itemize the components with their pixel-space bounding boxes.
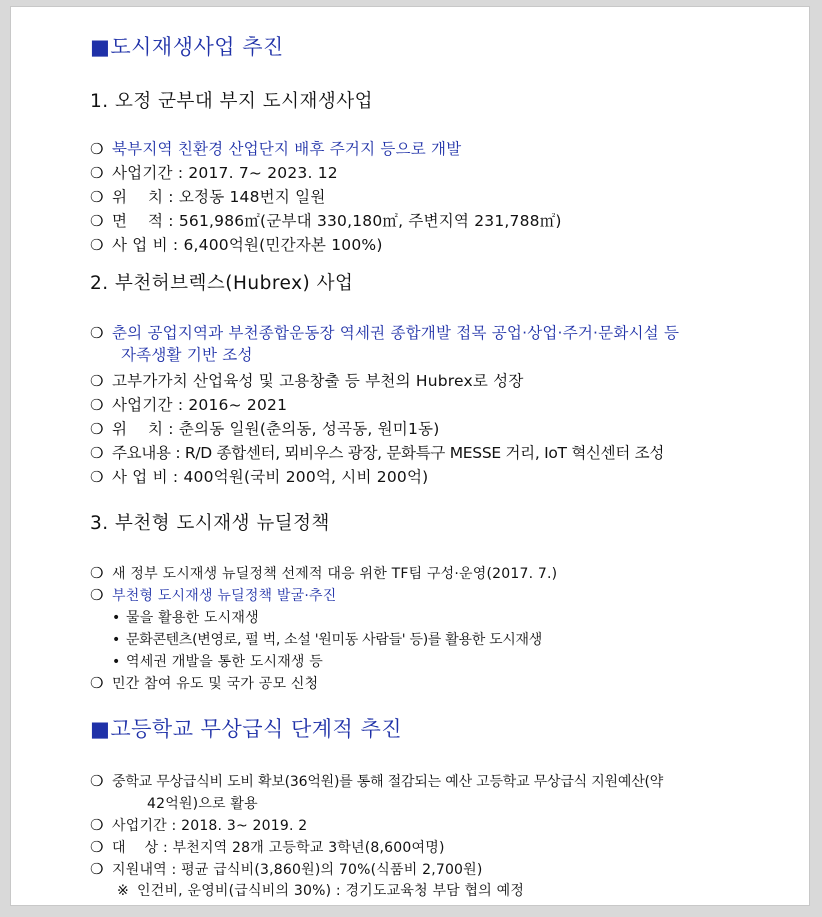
list-item: ❍ 대 상 : 부천지역 28개 고등학교 3학년(8,600여명) [90,838,445,856]
list-item: ❍ 중학교 무상급식비 도비 확보(36억원)를 통해 절감되는 예산 고등학교 무상급식 지원예산(약 [90,772,664,790]
list-item: ❍ 사업기간 : 2016~ 2021 [90,396,288,414]
sub-list-item: • 물을 활용한 도시재생 [112,610,259,626]
reference-mark-icon: ※ [117,883,129,899]
heading-ojeong-project: 1. 오정 군부대 부지 도시재생사업 [90,91,373,112]
circle-bullet-icon: ❍ [90,372,104,390]
circle-bullet-icon: ❍ [90,468,104,486]
list-item: ❍ 위 치 : 춘의동 일원(춘의동, 성곡동, 원미1동) [90,420,440,438]
circle-bullet-icon: ❍ [90,212,104,230]
circle-bullet-icon: ❍ [90,444,104,462]
circle-bullet-icon: ❍ [90,140,104,158]
sub-list-item: • 문화콘텐츠(변영로, 펄 벅, 소설 '원미동 사람들' 등)를 활용한 도시재생 [112,632,542,648]
list-item: ❍ 고부가가치 산업육성 및 고용창출 등 부천의 Hubrex로 성장 [90,372,524,390]
list-item: ❍ 위 치 : 오정동 148번지 일원 [90,188,326,206]
circle-bullet-icon: ❍ [90,188,104,206]
circle-bullet-icon: ❍ [90,324,104,342]
circle-bullet-icon: ❍ [90,420,104,438]
dot-bullet-icon: • [112,632,120,648]
circle-bullet-icon: ❍ [90,838,104,856]
list-item: ❍ 북부지역 친환경 산업단지 배후 주거지 등으로 개발 [90,140,462,158]
list-item: ❍ 부천형 도시재생 뉴딜정책 발굴·추진 [90,586,337,604]
circle-bullet-icon: ❍ [90,236,104,254]
list-item-continuation: 42억원)으로 활용 [147,796,258,812]
list-item: ❍ 사업기간 : 2018. 3~ 2019. 2 [90,816,308,834]
section-title-school-meals: ■고등학교 무상급식 단계적 추진 [90,717,403,741]
circle-bullet-icon: ❍ [90,586,104,604]
list-item: ❍ 사 업 비 : 6,400억원(민간자본 100%) [90,236,383,254]
document-page [10,6,810,906]
list-item: ❍ 새 정부 도시재생 뉴딜정책 선제적 대응 위한 TF팀 구성·운영(2017. 7.) [90,564,558,582]
circle-bullet-icon: ❍ [90,674,104,692]
dot-bullet-icon: • [112,610,121,626]
heading-newdeal-policy: 3. 부천형 도시재생 뉴딜정책 [90,513,330,534]
section-title-urban-regeneration: ■도시재생사업 추진 [90,35,284,59]
dot-bullet-icon: • [112,654,121,670]
list-item: ❍ 사업기간 : 2017. 7~ 2023. 12 [90,164,338,182]
circle-bullet-icon: ❍ [90,396,104,414]
circle-bullet-icon: ❍ [90,860,104,878]
note-item: ※ 인건비, 운영비(급식비의 30%) : 경기도교육청 부담 협의 예정 [117,883,525,899]
circle-bullet-icon: ❍ [90,772,104,790]
circle-bullet-icon: ❍ [90,564,104,582]
sub-list-item: • 역세권 개발을 통한 도시재생 등 [112,654,324,670]
list-item: ❍ 사 업 비 : 400억원(국비 200억, 시비 200억) [90,468,429,486]
list-item: ❍ 민간 참여 유도 및 국가 공모 신청 [90,674,319,692]
circle-bullet-icon: ❍ [90,816,104,834]
list-item-continuation: 자족생활 기반 조성 [121,346,253,364]
heading-hubrex-project: 2. 부천허브렉스(Hubrex) 사업 [90,273,354,294]
list-item: ❍ 춘의 공업지역과 부천종합운동장 역세권 종합개발 접목 공업·상업·주거·문화시설 등 [90,324,680,342]
list-item: ❍ 지원내역 : 평균 급식비(3,860원)의 70%(식품비 2,700원) [90,860,483,878]
list-item: ❍ 주요내용 : R/D 종합센터, 뫼비우스 광장, 문화특구 MESSE 거리, IoT 혁신센터 조성 [90,444,664,462]
circle-bullet-icon: ❍ [90,164,104,182]
list-item: ❍ 면 적 : 561,986㎡(군부대 330,180㎡, 주변지역 231,788㎡) [90,212,562,230]
